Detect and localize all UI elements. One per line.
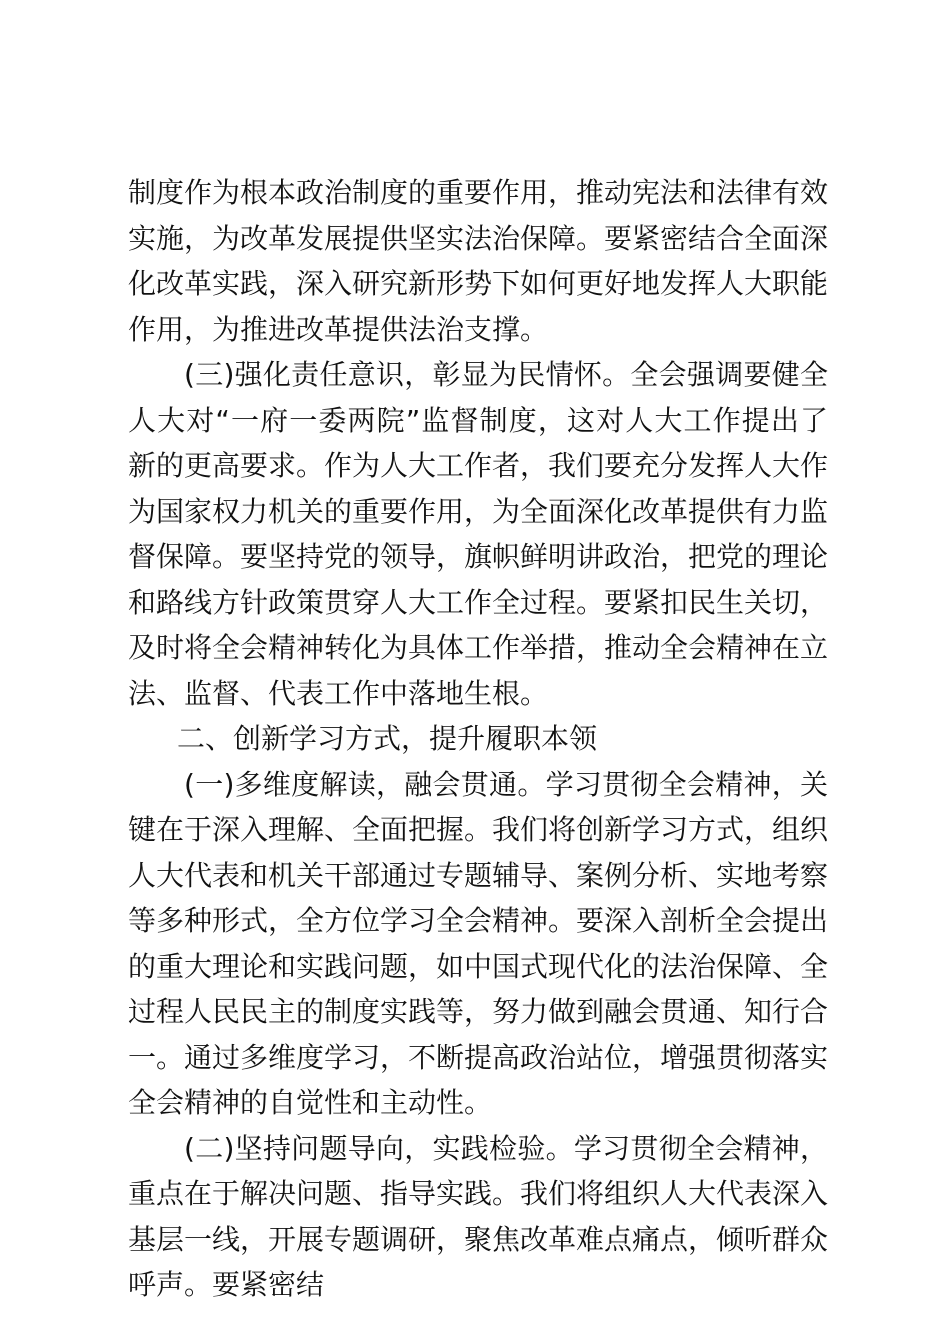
paragraph-subsection-two: (二)坚持问题导向，实践检验。学习贯彻全会精神，重点在于解决问题、指导实践。我们将组织人大代表深入基层一线，开展专题调研，聚焦改革难点痛点，倾听群众呼声。要紧密结	[128, 1131, 829, 1301]
paragraph-continuation: 制度作为根本政治制度的重要作用，推动宪法和法律有效实施，为改革发展提供坚实法治保障。要紧密结合全面深化改革实践，深入研究新形势下如何更好地发挥人大职能作用，为推进改革提供法治支撑。	[128, 176, 829, 346]
section-heading-two: 二、创新学习方式，提升履职本领	[177, 722, 598, 755]
document-body	[128, 170, 828, 1308]
paragraph-subsection-one: (一)多维度解读，融会贯通。学习贯彻全会精神，关键在于深入理解、全面把握。我们将创新学习方式，组织人大代表和机关干部通过专题辅导、案例分析、实地考察等多种形式，全方位学习全会精神。要深入剖析全会提出的重大理论和实践问题，如中国式现代化的法治保障、全过程人民民主的制度实践等，努力做到融会贯通、知行合一。通过多维度学习，不断提高政治站位，增强贯彻落实全会精神的自觉性和主动性。	[128, 767, 829, 1119]
paragraph-section-three: (三)强化责任意识，彰显为民情怀。全会强调要健全人大对“一府一委两院”监督制度，这对人大工作提出了新的更高要求。作为人大工作者，我们要充分发挥人大作为国家权力机关的重要作用，为全面深化改革提供有力监督保障。要坚持党的领导，旗帜鲜明讲政治，把党的理论和路线方针政策贯穿人大工作全过程。要紧扣民生关切，及时将全会精神转化为具体工作举措，推动全会精神在立法、监督、代表工作中落地生根。	[128, 358, 829, 710]
